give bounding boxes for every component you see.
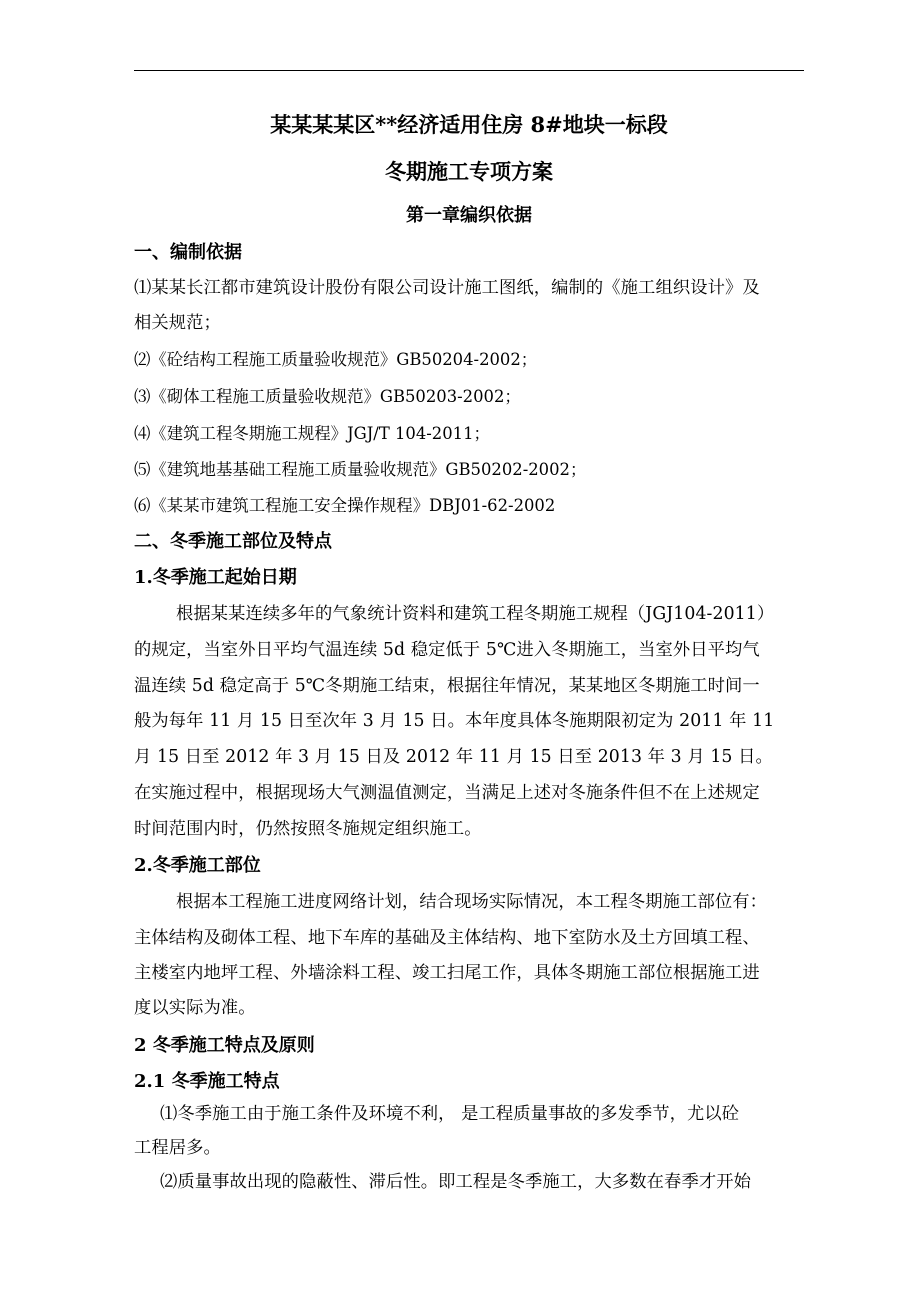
locations-para-line-4: 度以实际为准。 (134, 998, 256, 1018)
subsection-heading-features: 2 冬季施工特点及原则 (134, 1035, 315, 1056)
locations-para-line-1: 根据本工程施工进度网络计划，结合现场实际情况，本工程冬期施工部位有： (176, 892, 767, 912)
header-rule (134, 70, 804, 71)
locations-para-line-2: 主体结构及砌体工程、地下车库的基础及主体结构、地下室防水及土方回填工程、 (134, 928, 760, 948)
section-heading-winter: 二、冬季施工部位及特点 (134, 531, 332, 552)
basis-item-5: ⑸《建筑地基基础工程施工质量验收规范》GB50202-2002； (134, 460, 587, 479)
basis-item-2: ⑵《砼结构工程施工质量验收规范》GB50204-2002； (134, 350, 538, 369)
basis-item-1-cont: 相关规范； (134, 313, 221, 333)
start-date-para-line-5: 月 15 日至 2012 年 3 月 15 日及 2012 年 11 月 15 日至 2013 年 3 月 15 日。 (134, 747, 773, 767)
subsection-heading-features-2-1: 2.1 冬季施工特点 (134, 1071, 280, 1092)
start-date-para-line-3: 温连续 5d 稳定高于 5℃冬期施工结束，根据往年情况，某某地区冬期施工时间一 (134, 676, 760, 696)
start-date-para-line-2: 的规定，当室外日平均气温连续 5d 稳定低于 5℃进入冬期施工，当室外日平均气 (134, 640, 760, 660)
subsection-heading-locations: 2.冬季施工部位 (134, 855, 261, 876)
subsection-heading-start-date: 1.冬季施工起始日期 (134, 567, 297, 588)
document-title: 某某某某区**经济适用住房 8#地块一标段 (270, 112, 668, 137)
document-subtitle: 冬期施工专项方案 (385, 159, 553, 184)
start-date-para-line-7: 时间范围内时，仍然按照冬施规定组织施工。 (134, 819, 482, 839)
features-item-1: ⑴冬季施工由于施工条件及环境不利， 是工程质量事故的多发季节，尤以砼 (160, 1104, 740, 1124)
chapter-heading: 第一章编织依据 (406, 205, 532, 226)
features-item-1-cont: 工程居多。 (134, 1138, 221, 1158)
basis-item-1: ⑴某某长江都市建筑设计股份有限公司设计施工图纸，编制的《施工组织设计》及 (134, 278, 760, 298)
basis-item-3: ⑶《砌体工程施工质量验收规范》GB50203-2002； (134, 387, 521, 406)
start-date-para-line-6: 在实施过程中，根据现场大气测温值测定，当满足上述对冬施条件但不在上述规定 (134, 783, 760, 803)
basis-item-4: ⑷《建筑工程冬期施工规程》JGJ/T 104-2011； (134, 424, 490, 443)
locations-para-line-3: 主楼室内地坪工程、外墙涂料工程、竣工扫尾工作，具体冬期施工部位根据施工进 (134, 963, 760, 983)
start-date-para-line-1: 根据某某连续多年的气象统计资料和建筑工程冬期施工规程（JGJ104-2011） (176, 604, 775, 624)
start-date-para-line-4: 般为每年 11 月 15 日至次年 3 月 15 日。本年度具体冬施期限初定为 2011 年 11 (134, 711, 775, 731)
features-item-2: ⑵质量事故出现的隐蔽性、滞后性。即工程是冬季施工，大多数在春季才开始 (160, 1172, 751, 1192)
basis-item-6: ⑹《某某市建筑工程施工安全操作规程》DBJ01-62-2002 (134, 496, 556, 515)
section-heading-basis: 一、编制依据 (134, 242, 242, 263)
